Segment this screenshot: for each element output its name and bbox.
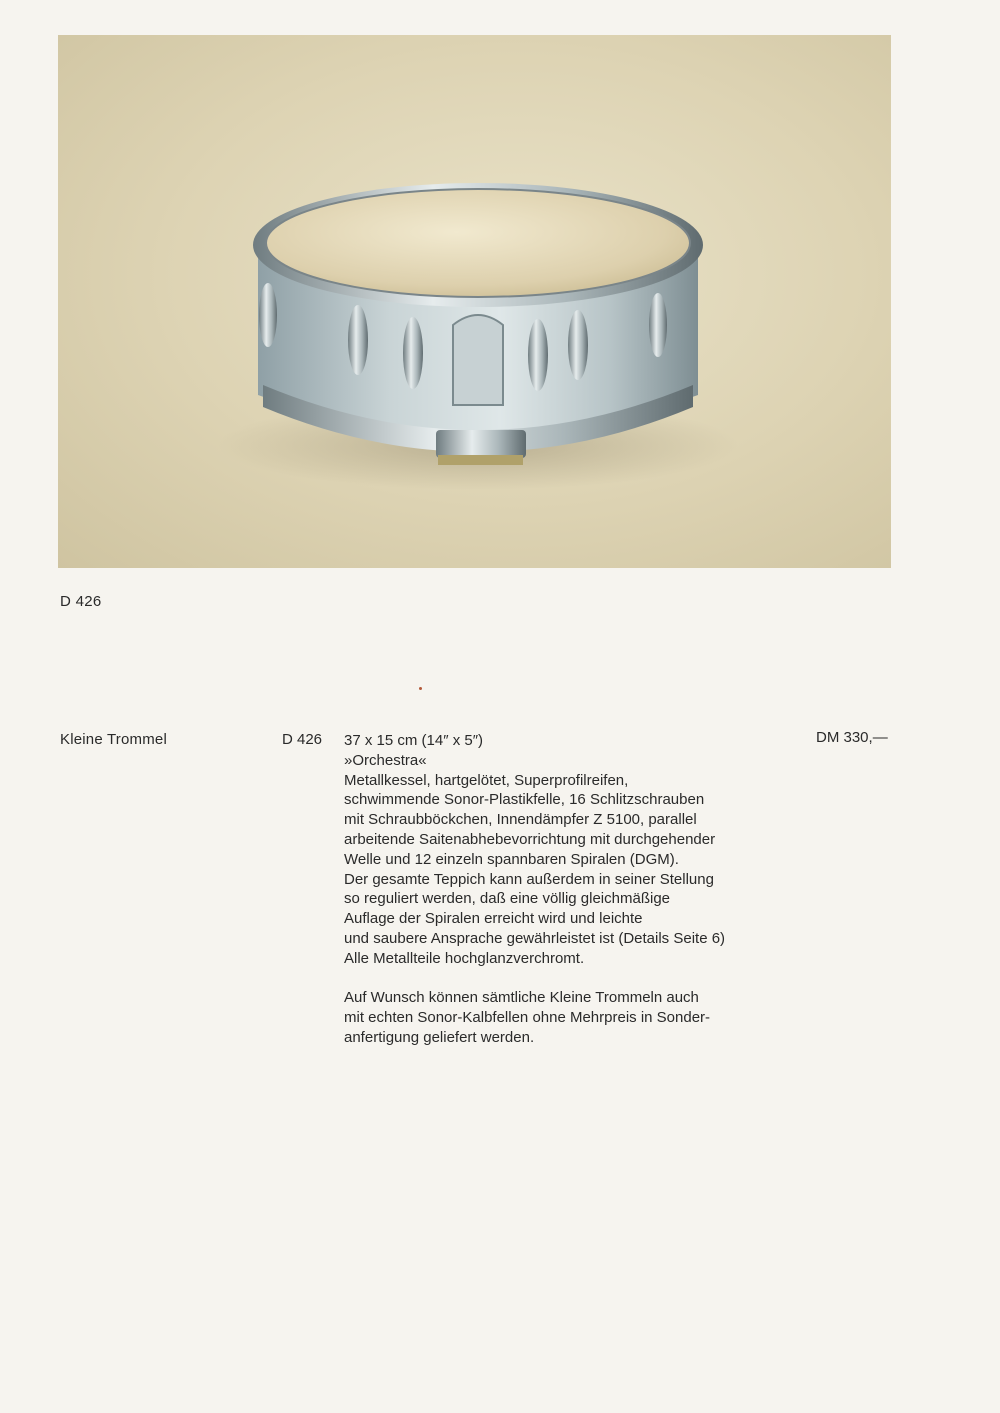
snare-drum-illustration [58,35,891,568]
description-line: schwimmende Sonor-Plastikfelle, 16 Schlitzschrauben [344,791,705,809]
product-photo [58,35,891,568]
product-price: DM 330,— [816,729,888,746]
description-line: Der gesamte Teppich kann außerdem in seiner Stellung [344,870,714,888]
description-line: mit Schraubböckchen, Innendämpfer Z 5100, parallel [344,811,697,829]
description-line: 37 x 15 cm (14″ x 5″) [344,732,484,749]
description-line: Metallkessel, hartgelötet, Superprofilreifen, [344,771,629,789]
product-code: D 426 [282,731,323,748]
paragraph-gap [344,969,774,989]
description-line: Auflage der Spiralen erreicht wird und leichte [344,910,643,928]
product-name: Kleine Trommel [60,731,168,748]
product-description [344,731,774,1048]
note-line: Auf Wunsch können sämtliche Kleine Trommeln auch [344,989,699,1007]
note-line: mit echten Sonor-Kalbfellen ohne Mehrpreis in Sonder- [344,1009,711,1027]
note-line: anfertigung geliefert werden. [344,1028,535,1046]
description-line: so reguliert werden, daß eine völlig gleichmäßige [344,890,671,908]
description-line: und saubere Ansprache gewährleistet ist (Details Seite 6) [344,929,726,947]
description-line: arbeitende Saitenabhebevorrichtung mit durchgehender [344,830,716,848]
description-line: Welle und 12 einzeln spannbaren Spiralen (DGM). [344,850,679,868]
description-line: Alle Metallteile hochglanzverchromt. [344,949,585,967]
figure-caption: D 426 [60,593,102,610]
print-speck [419,687,422,690]
description-line: »Orchestra« [344,751,427,769]
